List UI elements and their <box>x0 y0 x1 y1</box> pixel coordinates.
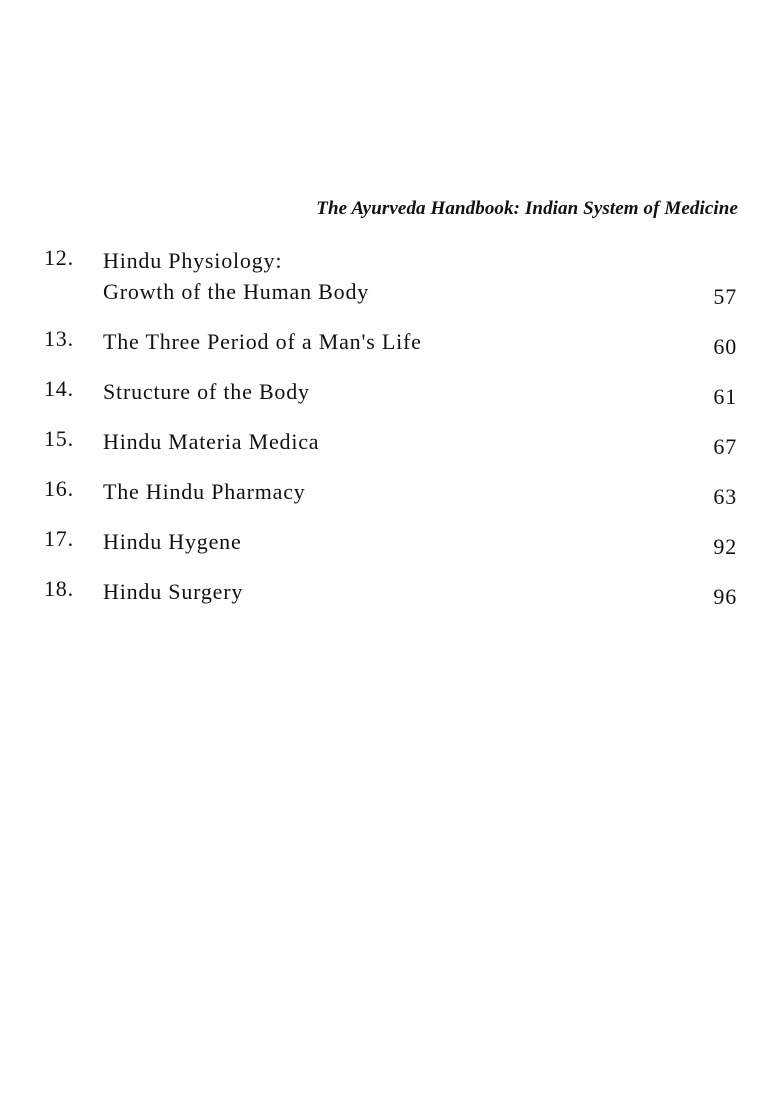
toc-entry-14 <box>0 372 780 422</box>
entry-number: 14. <box>44 376 74 401</box>
entry-title-line-2: Growth of the Human Body <box>103 279 370 304</box>
entry-title-line-1: Hindu Physiology: <box>103 248 283 273</box>
running-head: The Ayurveda Handbook: Indian System of Medicine <box>316 198 738 219</box>
entry-title: Structure of the Body <box>103 379 310 404</box>
entry-number: 18. <box>44 576 74 601</box>
entry-page-number: 60 <box>713 334 737 359</box>
toc-entry-15 <box>0 422 780 472</box>
entry-page-number: 92 <box>713 534 737 559</box>
entry-title: Hindu Hygene <box>103 529 242 554</box>
entry-number: 15. <box>44 426 74 451</box>
entry-title: Hindu Surgery <box>103 579 244 604</box>
entry-number: 12. <box>44 245 74 270</box>
toc-entry-12 <box>0 241 780 322</box>
toc-entry-16 <box>0 472 780 522</box>
entry-number: 16. <box>44 476 74 501</box>
entry-title: The Hindu Pharmacy <box>103 479 306 504</box>
table-of-contents <box>0 241 780 622</box>
entry-page-number: 63 <box>713 484 737 509</box>
entry-title <box>103 245 683 307</box>
toc-entry-17 <box>0 522 780 572</box>
toc-entry-13 <box>0 322 780 372</box>
entry-page-number: 67 <box>713 434 737 459</box>
entry-title: Hindu Materia Medica <box>103 429 320 454</box>
entry-number: 13. <box>44 326 74 351</box>
entry-page-number: 96 <box>713 584 737 609</box>
entry-page-number: 61 <box>713 384 737 409</box>
entry-page-number: 57 <box>713 284 737 309</box>
toc-entry-18 <box>0 572 780 622</box>
entry-number: 17. <box>44 526 74 551</box>
entry-title: The Three Period of a Man's Life <box>103 329 422 354</box>
